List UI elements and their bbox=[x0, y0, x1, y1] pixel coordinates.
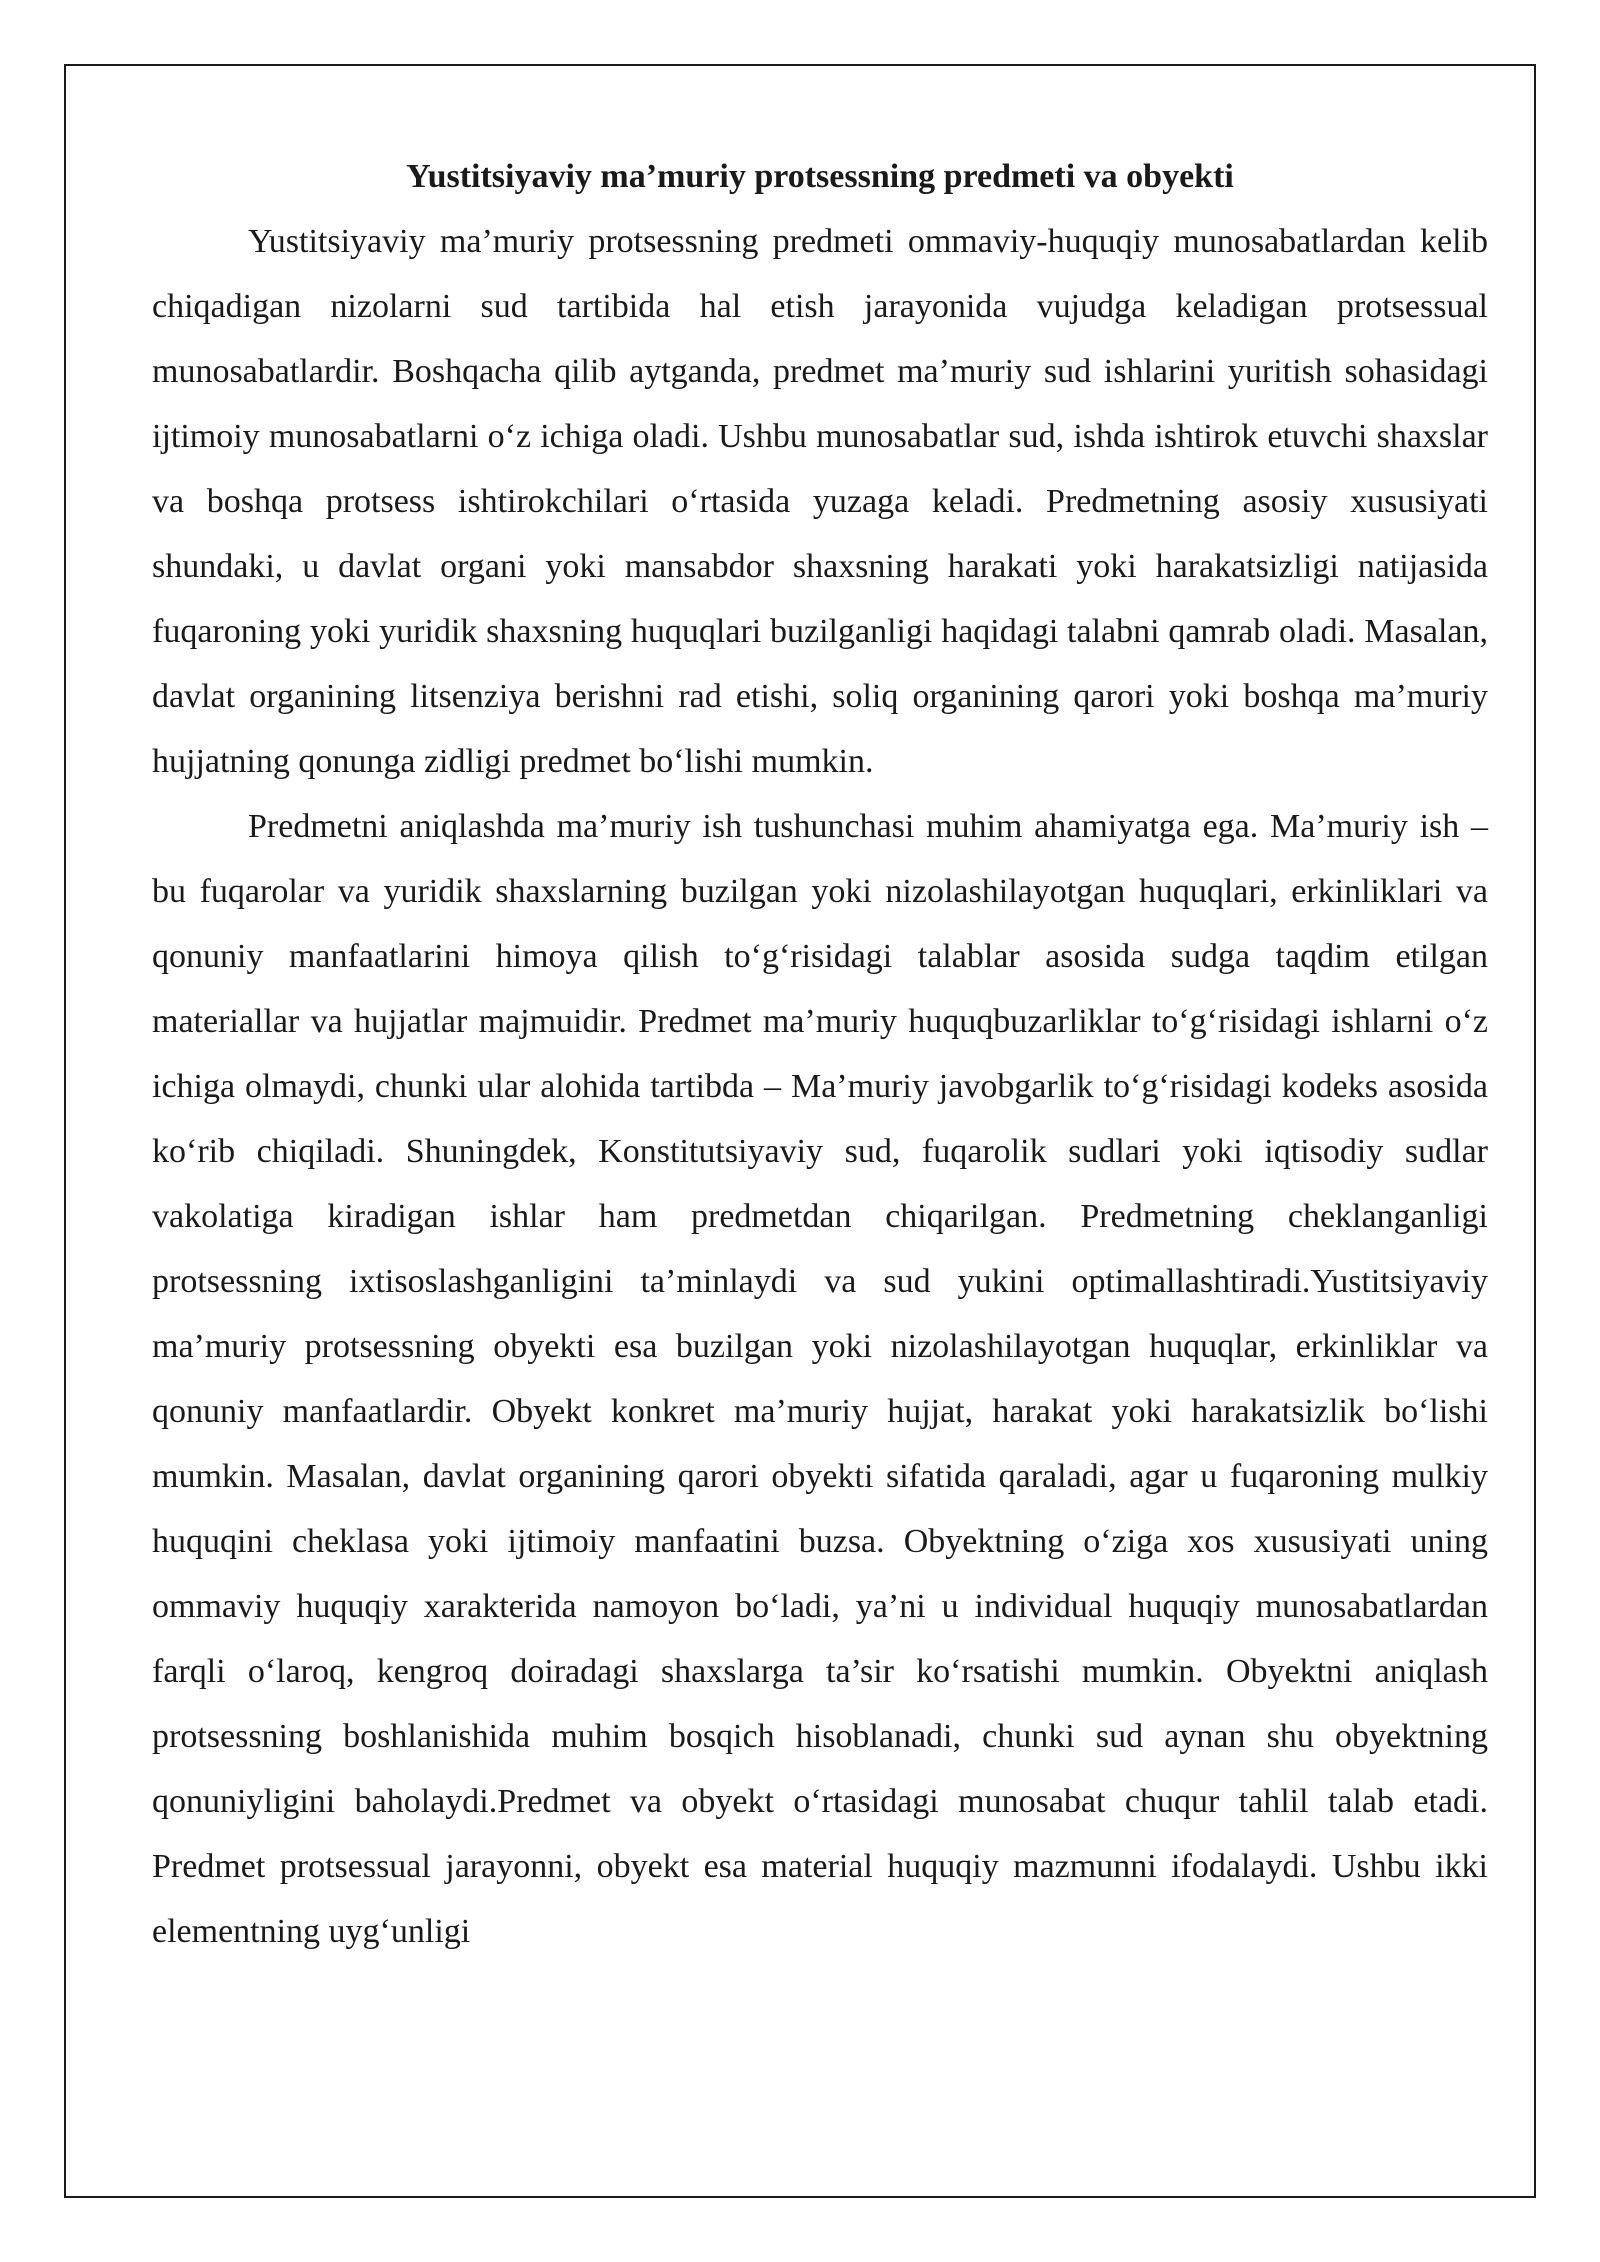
paragraph-2: Predmetni aniqlashda ma’muriy ish tushunchasi muhim ahamiyatga ega. Ma’muriy ish – bu fuqarolar va yuridik shaxslarning buzilgan yoki nizolashilayotgan huquqlari, erkinliklari va qonuniy manfaatlarini himoya qilish to‘g‘risidagi talablar asosida sudga taqdim etilgan materiallar va hujjatlar majmuidir. Predmet ma’muriy huquqbuzarliklar to‘g‘risidagi ishlarni o‘z ichiga olmaydi, chunki ular alohida tartibda – Ma’muriy javobgarlik to‘g‘risidagi kodeks asosida ko‘rib chiqiladi. Shuningdek, Konstitutsiyaviy sud, fuqarolik sudlari yoki iqtisodiy sudlar vakolatiga kiradigan ishlar ham predmetdan chiqarilgan. Predmetning cheklanganligi protsessning ixtisoslashganligini ta’minlaydi va sud yukini optimallashtiradi.Yustitsiyaviy ma’muriy protsessning obyekti esa buzilgan yoki nizolashilayotgan huquqlar, erkinliklar va qonuniy manfaatlardir. Obyekt konkret ma’muriy hujjat, harakat yoki harakatsizlik bo‘lishi mumkin. Masalan, davlat organining qarori obyekti sifatida qaraladi, agar u fuqaroning mulkiy huquqini cheklasa yoki ijtimoiy manfaatini buzsa. Obyektning o‘ziga xos xususiyati uning ommaviy huquqiy xarakterida namoyon bo‘ladi, ya’ni u individual huquqiy munosabatlardan farqli o‘laroq, kengroq doiradagi shaxslarga ta’sir ko‘rsatishi mumkin. Obyektni aniqlash protsessning boshlanishida muhim bosqich hisoblanadi, chunki sud aynan shu obyektning qonuniyligini baholaydi.Predmet va obyekt o‘rtasidagi munosabat chuqur tahlil talab etadi. Predmet protsessual jarayonni, obyekt esa material huquqiy mazmunni ifodalaydi. Ushbu ikki elementning uyg‘unligi bbox=[152, 808, 1488, 1950]
document-body bbox=[152, 144, 1488, 1964]
document-title: Yustitsiyaviy ma’muriy protsessning predmeti va obyekti bbox=[406, 158, 1234, 195]
paragraph-1: Yustitsiyaviy ma’muriy protsessning predmeti ommaviy-huquqiy munosabatlardan kelib chiqadigan nizolarni sud tartibida hal etish jarayonida vujudga keladigan protsessual munosabatlardir. Boshqacha qilib aytganda, predmet ma’muriy sud ishlarini yuritish sohasidagi ijtimoiy munosabatlarni o‘z ichiga oladi. Ushbu munosabatlar sud, ishda ishtirok etuvchi shaxslar va boshqa protsess ishtirokchilari o‘rtasida yuzaga keladi. Predmetning asosiy xususiyati shundaki, u davlat organi yoki mansabdor shaxsning harakati yoki harakatsizligi natijasida fuqaroning yoki yuridik shaxsning huquqlari buzilganligi haqidagi talabni qamrab oladi. Masalan, davlat organining litsenziya berishni rad etishi, soliq organining qarori yoki boshqa ma’muriy hujjatning qonunga zidligi predmet bo‘lishi mumkin. bbox=[152, 223, 1488, 780]
